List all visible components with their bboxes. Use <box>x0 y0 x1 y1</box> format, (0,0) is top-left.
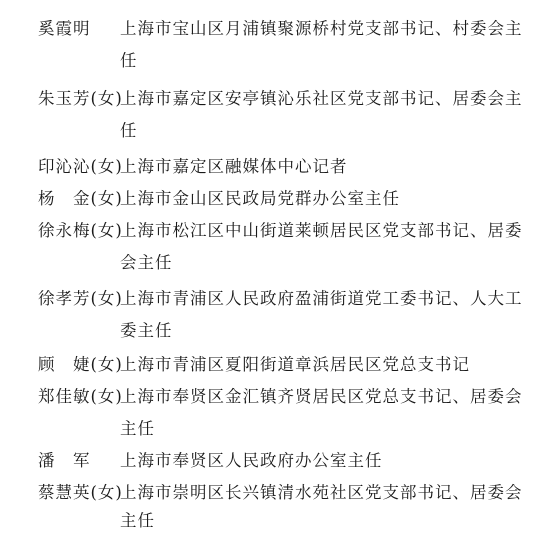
position-line1: 上海市奉贤区人民政府办公室主任 <box>120 451 383 470</box>
person-name: 杨 金(女) <box>38 189 123 208</box>
person-name: 潘 军 <box>38 451 91 470</box>
position-line2: 委主任 <box>120 321 173 340</box>
position-line1: 上海市金山区民政局党群办公室主任 <box>120 189 400 208</box>
person-name: 奚霞明 <box>38 19 91 38</box>
position-line1: 上海市嘉定区融媒体中心记者 <box>120 157 348 176</box>
position-line1: 上海市青浦区夏阳街道章浜居民区党总支书记 <box>120 355 470 374</box>
person-name: 蔡慧英(女) <box>38 483 123 502</box>
position-line1: 上海市崇明区长兴镇清水苑社区党支部书记、居委会 <box>120 483 523 502</box>
person-name: 印沁沁(女) <box>38 157 123 176</box>
position-line1: 上海市嘉定区安亭镇沁乐社区党支部书记、居委会主 <box>120 89 523 108</box>
position-line2: 任 <box>120 121 138 140</box>
position-line1: 上海市宝山区月浦镇聚源桥村党支部书记、村委会主 <box>120 19 523 38</box>
position-line1: 上海市青浦区人民政府盈浦街道党工委书记、人大工 <box>120 289 523 308</box>
person-name: 徐孝芳(女) <box>38 289 123 308</box>
person-name: 徐永梅(女) <box>38 221 123 240</box>
position-line1: 上海市松江区中山街道莱顿居民区党支部书记、居委 <box>120 221 523 240</box>
position-line2: 会主任 <box>120 253 173 272</box>
position-line2: 主任 <box>120 419 155 438</box>
person-name: 郑佳敏(女) <box>38 387 123 406</box>
person-name: 顾 婕(女) <box>38 355 123 374</box>
position-line1: 上海市奉贤区金汇镇齐贤居民区党总支书记、居委会 <box>120 387 523 406</box>
person-name: 朱玉芳(女) <box>38 89 123 108</box>
position-line2: 主任 <box>120 511 155 530</box>
position-line2: 任 <box>120 51 138 70</box>
